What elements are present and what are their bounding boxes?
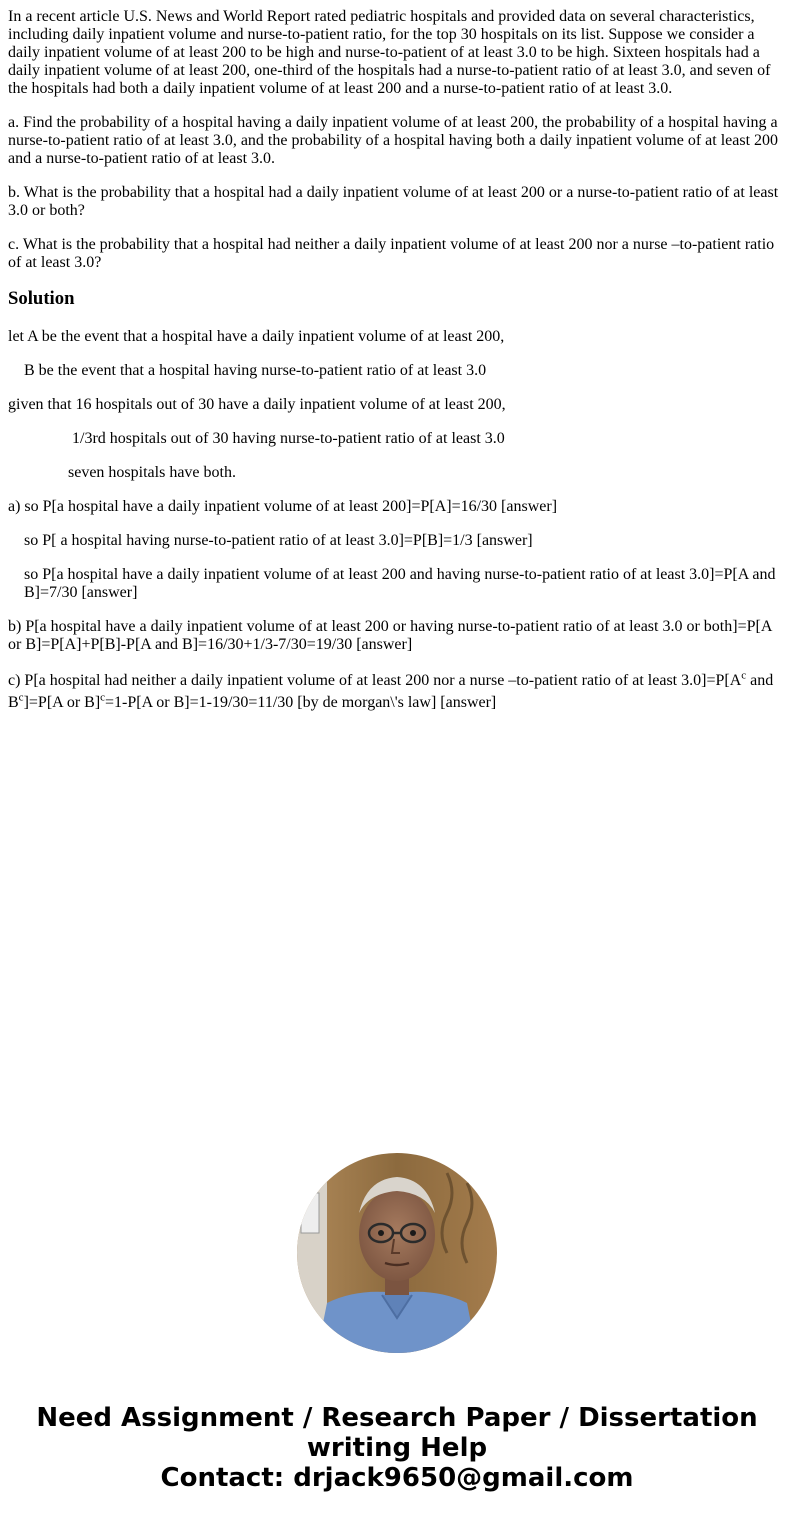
definition-event-b: B be the event that a hospital having nurse-to-patient ratio of at least 3.0 [24, 362, 487, 379]
question-part-c: c. What is the probability that a hospital had neither a daily inpatient volume of at least 200 nor a nurse –to-patient ratio of at least 3.0? [8, 236, 775, 271]
answer-c-part-3: ]=P[A or B] [23, 694, 101, 711]
answer-c [8, 670, 782, 714]
promo-contact: Contact: drjack9650@gmail.com [160, 1463, 634, 1493]
answer-a-line-3: so P[a hospital have a daily inpatient volume of at least 200 and having nurse-to-patient ratio of at least 3.0]=P[A and B]=7/30 [answer] [24, 566, 776, 601]
answer-a-line-1: a) so P[a hospital have a daily inpatient volume of at least 200]=P[A]=16/30 [answer] [8, 498, 558, 515]
given-line-1: given that 16 hospitals out of 30 have a daily inpatient volume of at least 200, [8, 396, 506, 413]
answer-a-line-2: so P[ a hospital having nurse-to-patient ratio of at least 3.0]=P[B]=1/3 [answer] [24, 532, 533, 549]
given-line-3: seven hospitals have both. [68, 464, 236, 481]
tutor-photo [297, 1153, 497, 1353]
answer-c-part-2: and B [8, 672, 774, 711]
question-part-b: b. What is the probability that a hospital had a daily inpatient volume of at least 200 or a nurse-to-patient ratio of at least 3.0 or both? [8, 184, 779, 219]
complement-superscript: c [100, 691, 106, 704]
question-part-a: a. Find the probability of a hospital having a daily inpatient volume of at least 200, the probability of a hospital having a nurse-to-patient ratio of at least 3.0, and the probability of a hospital having both a daily inpatient volume of at least 200 and a nurse-to-patient ratio of at least 3.0. [8, 114, 779, 167]
given-line-2: 1/3rd hospitals out of 30 having nurse-to-patient ratio of at least 3.0 [72, 430, 505, 447]
promo-banner [0, 1403, 794, 1493]
definition-event-a: let A be the event that a hospital have a daily inpatient volume of at least 200, [8, 328, 505, 345]
complement-superscript: c [18, 691, 24, 704]
answer-b: b) P[a hospital have a daily inpatient volume of at least 200 or having nurse-to-patient ratio of at least 3.0 or both]=P[A or B]=P[A]+P[B]-P[A and B]=16/30+1/3-7/30=19/30 [answer] [8, 618, 772, 653]
complement-superscript: c [741, 669, 747, 682]
promo-line-2: writing Help [306, 1433, 488, 1463]
promo-line-1: Need Assignment / Research Paper / Dissertation [36, 1403, 758, 1433]
tutor-portrait-icon [297, 1153, 497, 1353]
solution-heading: Solution [8, 288, 75, 309]
answer-c-part-1: c) P[a hospital had neither a daily inpatient volume of at least 200 nor a nurse –to-patient ratio of at least 3.0]=P[A [8, 672, 742, 689]
document-body [8, 8, 782, 730]
question-intro: In a recent article U.S. News and World Report rated pediatric hospitals and provided data on several characteristics, including daily inpatient volume and nurse-to-patient ratio, for the top 30 hospitals on its list. Suppose we consider a daily inpatient volume of at least 200 to be high and nurse-to-patient of at least 3.0 to be high. Sixteen hospitals had a daily inpatient volume of at least 200, one-third of the hospitals had a nurse-to-patient ratio of at least 3.0, and seven of the hospitals had both a daily inpatient volume of at least 200 and a nurse-to-patient ratio of at least 3.0. [8, 8, 771, 97]
answer-c-part-4: =1-P[A or B]=1-19/30=11/30 [by de morgan\'s law] [answer] [105, 694, 497, 711]
